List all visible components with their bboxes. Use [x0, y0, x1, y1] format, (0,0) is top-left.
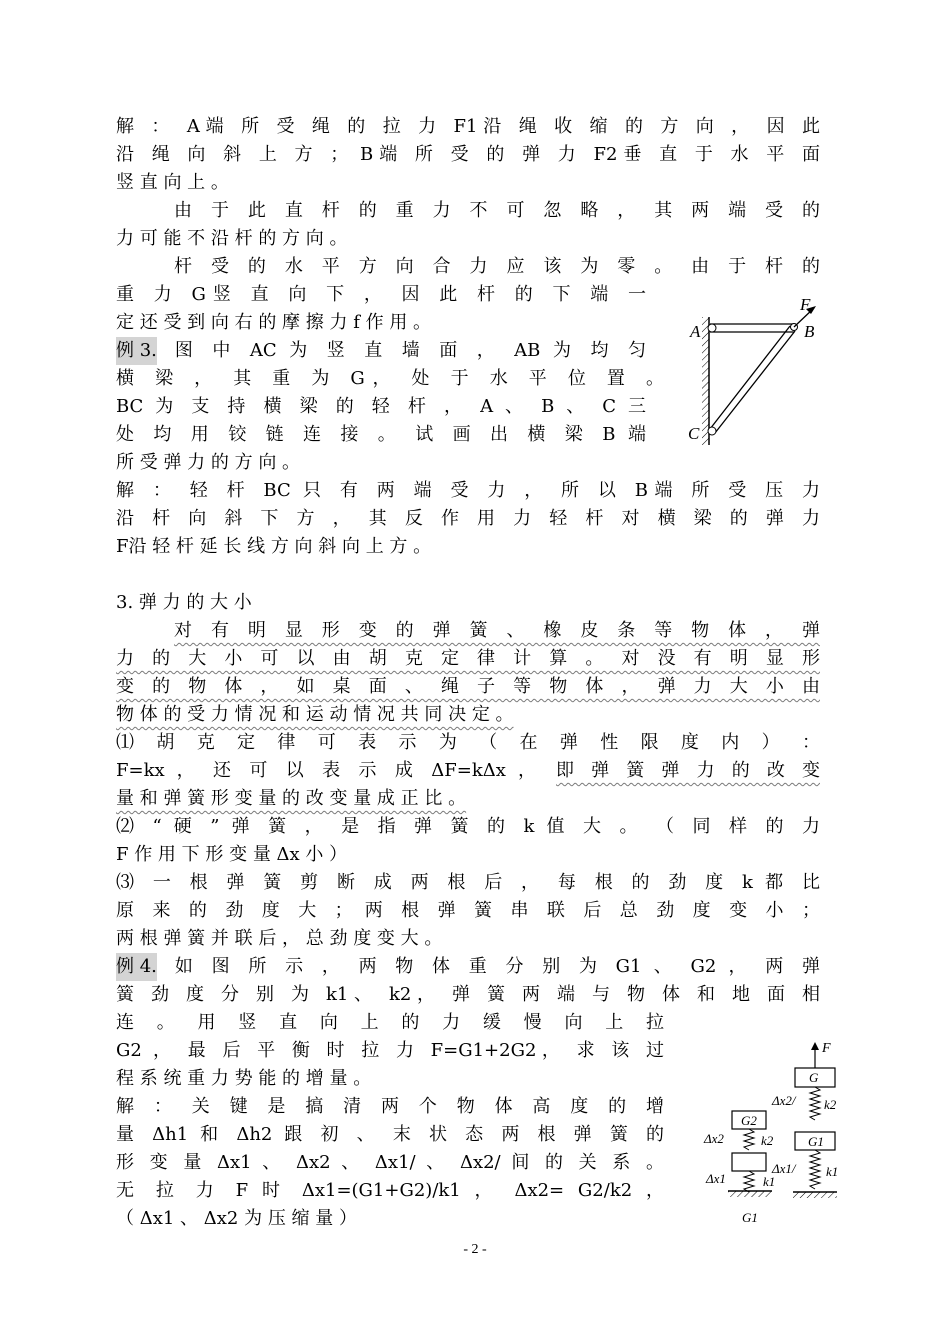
- label-a: A: [690, 322, 701, 341]
- text-line: 无 拉 力 F 时 Δx1=(G1+G2)/k1 ， Δx2= G2/k2 ，: [116, 1180, 664, 1201]
- text-line: 变 的 物 体 ， 如 桌 面 、 绳 子 等 物 体 ， 弹 力 大 小 由: [116, 676, 820, 697]
- label-c: C: [688, 424, 700, 443]
- label-k2-right: k2: [824, 1097, 837, 1112]
- text-line: 簧 劲 度 分 别 为 k1、 k2， 弹 簧 两 端 与 物 体 和 地 面 相: [116, 984, 820, 1005]
- text-line: 定 还 受 到 向 右 的 摩 擦 力 f 作 用 。: [116, 312, 432, 333]
- text-span: 量 和 弹 簧 形 变 量 的 改 变 量 成 正 比 。: [116, 788, 467, 809]
- label-k2-left: k2: [761, 1133, 774, 1148]
- hinge-a: [708, 324, 716, 332]
- wall-hatch: [702, 317, 709, 445]
- text-line: 处 均 用 铰 链 连 接 。 试 画 出 横 梁 B 端: [116, 424, 646, 445]
- text-line: 对 有 明 显 形 变 的 弹 簧 、 橡 皮 条 等 物 体 ， 弹: [174, 620, 820, 641]
- text-line: 力 可 能 不 沿 杆 的 方 向 。: [116, 228, 348, 249]
- text-line: 解 ： 关 键 是 搞 清 两 个 物 体 高 度 的 增: [116, 1096, 664, 1117]
- text-line: 原 来 的 劲 度 大 ； 两 根 弹 簧 串 联 后 总 劲 度 变 小 ；: [116, 900, 820, 921]
- text-line: 重 力 G竖 直 向 下 ， 因 此 杆 的 下 端 一: [116, 284, 646, 305]
- label-g2: G2: [741, 1113, 757, 1128]
- beam-strut-figure: [682, 295, 822, 455]
- text-line: [116, 701, 820, 729]
- text-line: 沿 杆 向 斜 下 方 ， 其 反 作 用 力 轻 杆 对 横 梁 的 弹 力: [116, 508, 820, 529]
- text-line: ⑴ 胡 克 定 律 可 表 示 为 （ 在 弹 性 限 度 内 ） ：: [116, 732, 820, 753]
- block-g1-left: [732, 1153, 766, 1171]
- hinge-c: [708, 427, 716, 435]
- text-line: F 作 用 下 形 变 量 Δx 小 ）: [116, 844, 348, 865]
- label-dx2: Δx2: [704, 1131, 724, 1146]
- example-4-line: [116, 953, 820, 981]
- label-dx1p: Δx1/: [772, 1161, 796, 1176]
- example-tag: 例 3.: [116, 337, 157, 365]
- spring-k2-left: [744, 1129, 754, 1150]
- label-f: F: [800, 295, 811, 314]
- strut-line-1: [710, 326, 790, 429]
- label-b: B: [804, 322, 815, 341]
- spring-k1-left: [744, 1171, 754, 1192]
- example-tag: 例 4.: [116, 953, 157, 981]
- text-line: 量 Δh1 和 Δh2 跟 初 、 末 状 态 两 根 弹 簧 的: [116, 1124, 664, 1145]
- text-line: 解 ： A端 所 受 绳 的 拉 力 F1沿 绳 收 缩 的 方 向 ， 因 此: [116, 116, 820, 137]
- text-line: 由 于 此 直 杆 的 重 力 不 可 忽 略 ， 其 两 端 受 的: [174, 200, 820, 221]
- arrowhead-up-icon: [811, 1042, 819, 1050]
- text-line: 沿 绳 向 斜 上 方 ； B端 所 受 的 弹 力 F2垂 直 于 水 平 面: [116, 144, 820, 165]
- formula-span: F=kx ， 还 可 以 表 示 成 ΔF=kΔx ，: [116, 760, 536, 781]
- label-f-right: F: [822, 1041, 831, 1056]
- text-line: F沿 轻 杆 延 长 线 方 向 斜 向 上 方 。: [116, 536, 432, 557]
- label-g1-right: G1: [808, 1134, 824, 1149]
- text-span: 即 弹 簧 弹 力 的 改 变: [556, 760, 820, 781]
- label-dx1: Δx1: [706, 1171, 726, 1186]
- text-span: 图 中 AC 为 竖 直 墙 面 ， AB 为 均 匀: [174, 340, 646, 361]
- text-line: 程 系 统 重 力 势 能 的 增 量 。: [116, 1068, 372, 1089]
- text-span: 如 图 所 示 ， 两 物 体 重 分 别 为 G1 、 G2 ， 两 弹: [174, 956, 820, 977]
- strut-line-2: [715, 331, 795, 433]
- label-k1-left: k1: [763, 1174, 776, 1189]
- text-span: 物 体 的 受 力 情 况 和 运 动 情 况 共 同 决 定 。: [116, 704, 514, 725]
- text-line: 所 受 弹 力 的 方 向 。: [116, 452, 301, 473]
- spring-block-figure: [700, 1036, 850, 1232]
- page-number: - 2 -: [463, 1242, 487, 1257]
- text-line: 两 根 弹 簧 并 联 后 ， 总 劲 度 变 大 。: [116, 928, 443, 949]
- text-line: 解 ： 轻 杆 BC 只 有 两 端 受 力 ， 所 以 B端 所 受 压 力: [116, 480, 820, 501]
- text-line: 形 变 量 Δx1 、 Δx2 、 Δx1/ 、 Δx2/ 间 的 关 系 。: [116, 1152, 664, 1173]
- example-3-line: [116, 337, 646, 365]
- label-g1-bottom: G1: [742, 1210, 758, 1225]
- text-line: ⑵ “ 硬 ” 弹 簧 ， 是 指 弹 簧 的 k 值 大 。 （ 同 样 的 力: [116, 816, 820, 837]
- text-line: BC 为 支 持 横 梁 的 轻 杆 ， A 、 B 、 C 三: [116, 396, 646, 417]
- ground-hatch-left: [728, 1191, 772, 1197]
- label-g-top: G: [809, 1070, 819, 1085]
- ground-hatch-right: [793, 1192, 837, 1198]
- text-line: G2 ， 最 后 平 衡 时 拉 力 F=G1+2G2， 求 该 过: [116, 1040, 664, 1061]
- spring-k2-right: [810, 1087, 820, 1120]
- text-line: 横 梁 ， 其 重 为 G， 处 于 水 平 位 置 。: [116, 368, 664, 389]
- label-k1-right: k1: [826, 1164, 839, 1179]
- text-line: 竖 直 向 上 。: [116, 172, 229, 193]
- text-line: [116, 785, 820, 813]
- section-heading: 3. 弹 力 的 大 小: [116, 592, 252, 613]
- text-line: ⑶ 一 根 弹 簧 剪 断 成 两 根 后 ， 每 根 的 劲 度 k 都 比: [116, 872, 820, 893]
- text-line: 力 的 大 小 可 以 由 胡 克 定 律 计 算 。 对 没 有 明 显 形: [116, 648, 820, 669]
- text-line: 杆 受 的 水 平 方 向 合 力 应 该 为 零 。 由 于 杆 的: [174, 256, 820, 277]
- label-dx2p: Δx2/: [772, 1093, 796, 1108]
- spring-k1-right: [810, 1150, 820, 1189]
- text-line: 连 。 用 竖 直 向 上 的 力 缓 慢 向 上 拉: [116, 1012, 664, 1033]
- text-line: [116, 757, 820, 785]
- text-line: （ Δx1 、 Δx2 为 压 缩 量 ）: [116, 1208, 357, 1229]
